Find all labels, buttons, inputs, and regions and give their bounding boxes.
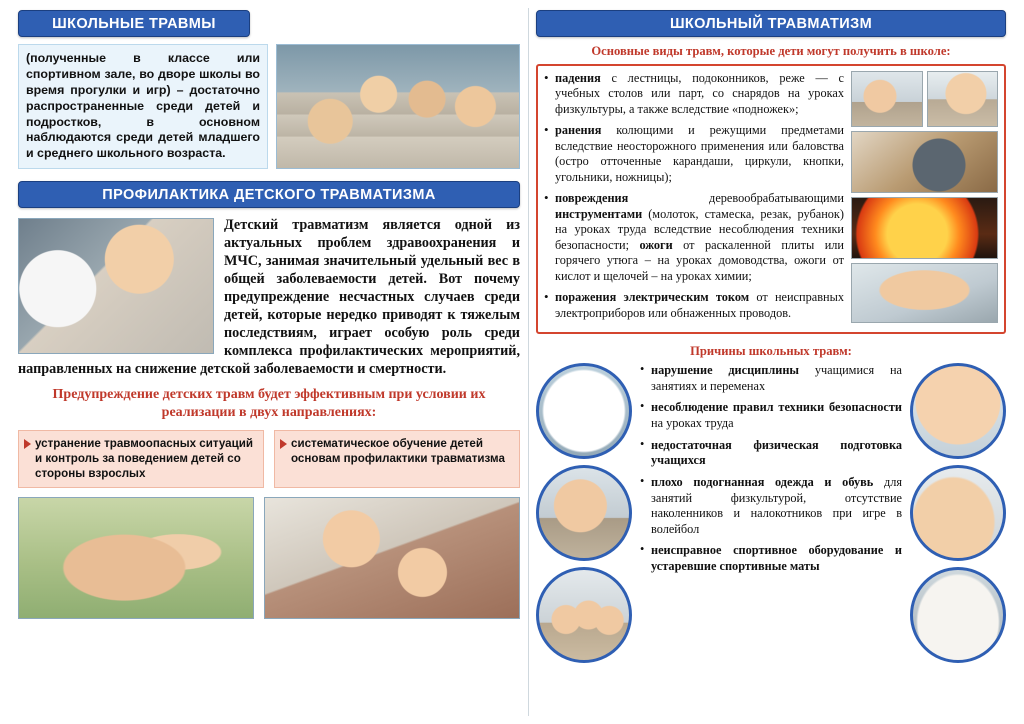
direction-box-2 bbox=[274, 430, 520, 488]
list-item bbox=[640, 363, 902, 394]
prevention-body bbox=[18, 216, 520, 378]
item-rest: учащимися на занятиях и переменах bbox=[651, 363, 902, 393]
girl-injured-photo bbox=[910, 363, 1006, 459]
kids-jumping-stairs-photo bbox=[276, 44, 520, 169]
injured-arm-photo bbox=[851, 263, 998, 323]
right-column bbox=[528, 0, 1024, 724]
list-item bbox=[640, 475, 902, 537]
prevention-highlight: Предупреждение детских травм будет эффективным при условии их реализации в двух направлениях: bbox=[52, 387, 486, 421]
gym-class-photo bbox=[851, 71, 923, 127]
gymnastics-girl-photo bbox=[927, 71, 999, 127]
mother-talking-to-child-photo bbox=[264, 497, 520, 619]
item-rest: деревообрабатывающими инструментами (молоток, стамеска, резак, рубанок) на уроках труда вследствие несоблюдения техники безопасности; ожоги от раскаленной плиты или горячего утюга – на уроках домоводства, ожоги от кислот и щелочей – на уроках химии; bbox=[555, 191, 845, 283]
direction-box-1-text: устранение травмоопасных ситуаций и контроль за поведением детей со стороны взрослых bbox=[35, 437, 253, 481]
kids-gym-photo bbox=[536, 567, 632, 663]
list-item bbox=[544, 290, 844, 321]
causes-title: Причины школьных травм: bbox=[690, 344, 852, 359]
item-lead: несоблюдение правил техники безопасности bbox=[651, 400, 902, 415]
direction-box-2-text: систематическое обучение детей основам профилактики травматизма bbox=[291, 437, 505, 466]
heading-school-injuries: ШКОЛЬНЫЕ ТРАВМЫ bbox=[18, 10, 250, 37]
left-bottom-photos bbox=[18, 497, 520, 619]
boys-fighting-photo bbox=[536, 465, 632, 561]
causes-section bbox=[536, 344, 1006, 663]
item-rest: колющими и режущими предметами вследствие неосторожного применения или баловства (остро отточенные карандаши, циркули, кнопки, угольники, ножницы); bbox=[555, 123, 844, 184]
causes-circles-right bbox=[910, 363, 1006, 663]
item-lead: ранения bbox=[555, 123, 602, 138]
list-item bbox=[544, 191, 844, 284]
heading-school-traumatism: ШКОЛЬНЫЙ ТРАВМАТИЗМ bbox=[536, 10, 1006, 37]
item-lead: плохо подогнанная одежда и обувь bbox=[651, 474, 874, 489]
injured-leg-photo bbox=[910, 567, 1006, 663]
injury-types-photos bbox=[851, 71, 998, 327]
causes-list bbox=[640, 363, 902, 574]
item-lead: повреждения bbox=[555, 191, 629, 206]
prevention-block bbox=[18, 181, 520, 619]
causes-grid bbox=[536, 363, 1006, 663]
first-aid-boy-photo bbox=[18, 218, 214, 354]
item-rest: от неисправных электроприборов или обнаженных проводов. bbox=[555, 290, 845, 320]
right-banner-wrap bbox=[536, 10, 1006, 37]
injury-types-box bbox=[536, 64, 1006, 334]
injury-types-text bbox=[544, 71, 844, 327]
intro-block bbox=[18, 44, 520, 169]
left-banner-1-wrap bbox=[18, 10, 520, 37]
prevention-directions bbox=[18, 430, 520, 488]
left-banner-2-wrap bbox=[18, 181, 520, 208]
item-lead: нарушение дисциплины bbox=[651, 363, 800, 378]
types-subtitle: Основные виды травм, которые дети могут получить в школе: bbox=[591, 44, 951, 58]
list-item bbox=[640, 543, 902, 574]
prevention-text: Детский травматизм является одной из актуальных проблем здравоохранения и МЧС, занимая значительный удельный вес в общей заболеваемости детей. Вот почему предупреждение несчастных случаев среди детей, которые нередко приводят к тяжелым последствиям, играет особую роль среди комплекса профилактических мероприятий, направленных на снижение детской заболеваемости и смертности. bbox=[18, 217, 520, 378]
woodworking-tool-photo bbox=[851, 131, 998, 193]
list-item bbox=[640, 438, 902, 469]
item-rest: для занятий физкультурой, отсутствие наколенников и налокотников при игре в волейбол bbox=[651, 474, 903, 536]
heading-prevention: ПРОФИЛАКТИКА ДЕТСКОГО ТРАВМАТИЗМА bbox=[18, 181, 520, 208]
causes-text bbox=[638, 363, 904, 663]
list-item bbox=[640, 400, 902, 431]
bandaged-foot-photo bbox=[910, 465, 1006, 561]
list-item bbox=[544, 123, 844, 185]
causes-circles-left bbox=[536, 363, 632, 663]
list-item bbox=[544, 71, 844, 117]
photo-row-1 bbox=[851, 71, 998, 127]
item-lead: поражения электрическим током bbox=[555, 290, 750, 305]
item-rest: на уроках труда bbox=[651, 416, 734, 431]
item-lead: падения bbox=[555, 71, 601, 85]
volleyball-spike-photo bbox=[536, 363, 632, 459]
injury-types-list bbox=[544, 71, 844, 321]
item-lead: неисправное спортивное оборудование и устаревшие спортивные маты bbox=[651, 543, 902, 573]
item-lead: недостаточная физическая подготовка учащихся bbox=[651, 437, 902, 468]
item-rest: с лестницы, подоконников, реже — с учебных столов или парт, со снарядов на уроках физкультуры, а также вследствие «подножек»; bbox=[555, 71, 844, 116]
intro-text: (полученные в классе или спортивном зале, во дворе школы во время прогулки и игр) – достаточно распространенные среди детей и подростков, в основном наблюдаются среди детей младшего и среднего школьного возраста. bbox=[18, 44, 268, 169]
hands-holding-child-photo bbox=[18, 497, 254, 619]
direction-box-1 bbox=[18, 430, 264, 488]
fire-burn-photo bbox=[851, 197, 998, 259]
